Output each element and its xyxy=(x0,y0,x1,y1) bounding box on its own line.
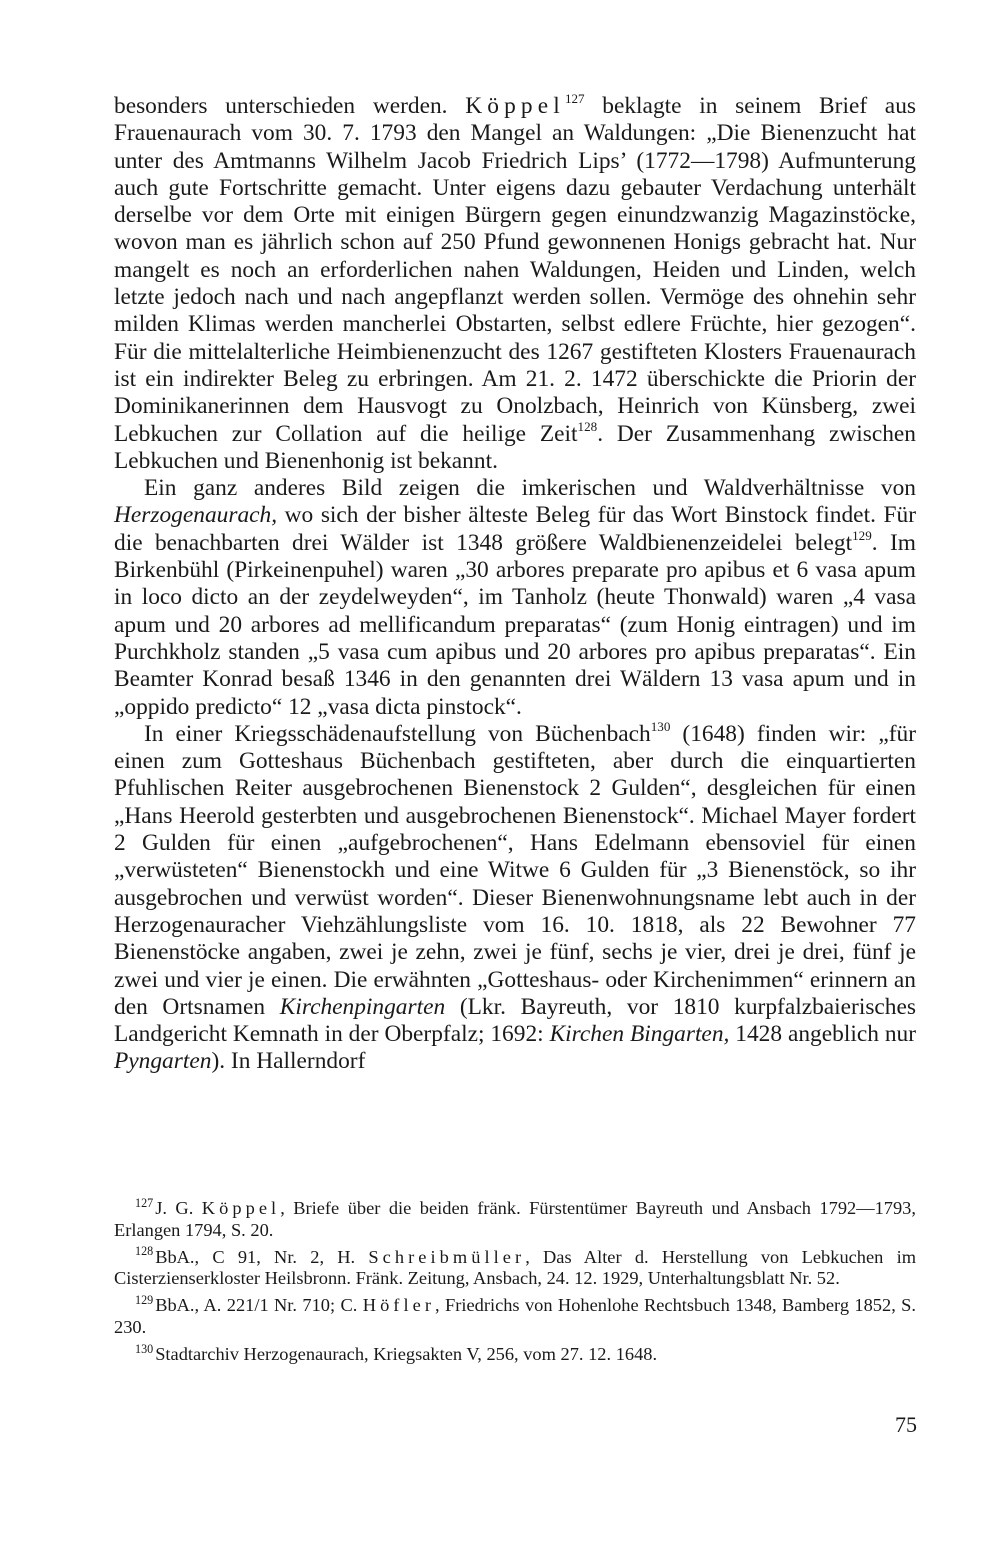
author-name: Köppel xyxy=(201,1198,281,1218)
footnote-127 xyxy=(114,1195,916,1242)
footnote-text: BbA., A. 221/1 Nr. 710; C. xyxy=(155,1295,363,1316)
footnote-ref: 128 xyxy=(577,418,598,434)
footnote-ref: 127 xyxy=(564,91,585,107)
text-run: . Im Birkenbühl (Pirkeinenpuhel) waren „30 arbores preparate pro apibus et 6 vasa apum in loco dicto an der zeydelweyden“, im Tanholz (heute Thonwald) waren „4 vasa apum und 20 arbores ad mellificandum preparatas“ (zum Honig eintragen) und im Purchkholz standen „5 vasa cum apibus und 20 arbores pro apibus preparatas“. Ein Beamter Konrad besaß 1346 in den genannten drei Wäldern 13 vasa apum und in „oppido predicto“ 12 „vasa dicta pinstock“. xyxy=(114,529,916,720)
author-name: Köppel xyxy=(465,93,565,119)
text-run: 1428 angeblich nur xyxy=(729,1021,916,1048)
text-run: In einer Kriegsschädenaufstellung von Büchenbach xyxy=(144,720,651,747)
text-run: wo sich der bisher älteste Beleg für das Wort Binstock findet. Für die benachbarten drei Wälder ist 1348 größere Waldbienenzeidelei belegt xyxy=(114,502,916,556)
footnote-number: 129 xyxy=(135,1292,154,1307)
footnote-128 xyxy=(114,1244,916,1291)
footnote-number: 127 xyxy=(135,1195,154,1210)
footnote-130 xyxy=(114,1341,916,1366)
footnote-text: , Friedrichs von Hohenlohe Rechtsbuch 1348, Bamberg 1852, S. 230. xyxy=(114,1295,916,1337)
footnote-ref: 129 xyxy=(852,527,872,543)
footnote-number: 128 xyxy=(135,1244,154,1259)
paragraph-3 xyxy=(114,721,916,1076)
paragraph-2 xyxy=(114,475,916,721)
main-text xyxy=(114,93,916,1076)
footnote-ref: 130 xyxy=(650,719,671,735)
footnote-129 xyxy=(114,1292,916,1339)
footnote-text: , Das Alter d. Herstellung von Lebkuchen im Cisterzienserkloster Heilsbronn. Fränk. Zeitung, Ansbach, 24. 12. 1929, Unterhaltungsblatt Nr. 52. xyxy=(114,1246,916,1289)
text-run: Ein ganz anderes Bild zeigen die imkerischen und Waldverhältnisse von xyxy=(144,475,916,502)
text-run: (1648) finden wir: „für einen zum Gotteshaus Büchenbach gestifteten, aber durch die einquartierten Pfuhlischen Reiter ausgebrochenen Bienenstock 2 Gulden“, desgleichen für einen „Hans Heerold gesterbten und ausgebrochenen Bienenstock“. Michael Mayer fordert 2 Gulden für einen „aufgebrochenen“, Hans Edelmann ebensoviel für einen „verwüsteten“ Bienenstockh und eine Witwe 6 Gulden für „3 Bienenstöck, so ihr ausgebrochen und verwüst worden“. Dieser Bienenwohnungsname lebt auch in der Herzogenauracher Viehzählungsliste vom 16. 10. 1818, als 22 Bewohner 77 Bienenstöcke angaben, zwei je zehn, zwei je fünf, sechs je vier, drei je drei, fünf je zwei und vier je einen. Die erwähnten „Gotteshaus- oder Kirchenimmen“ erinnern an den Ortsnamen xyxy=(114,720,916,1020)
text-run: ). In Hallerndorf xyxy=(211,1048,366,1075)
text-run: beklagte in seinem Brief aus Frauenaurach vom 30. 7. 1793 den Mangel an Waldungen: „Die Bienenzucht hat unter des Amtmanns Wilhelm Jacob Friedrich Lips’ (1772—1798) Aufmunterung auch gute Fortschritte gemacht. Unter eigens dazu gebauter Verdachung unterhält derselbe vor dem Orte mit einigen Bürgern gegen einundzwanzig Magazinstöcke, wovon man es jährlich schon auf 250 Pfund gewonnenen Honigs gebracht hat. Nur mangelt es noch an erforderlichen nahen Waldungen, Heiden und Linden, welch letzte jedoch nach und nach angepflanzt werden sollen. Vermöge des ohnehin sehr milden Klimas werden mancherlei Obstarten, selbst edlere Früchte, hier gezogen“. Für die mittelalterliche Heimbienenzucht des 1267 gestifteten Klosters Frauenaurach ist ein indirekter Beleg zu erbringen. Am 21. 2. 1472 überschickte die Priorin der Dominikanerinnen dem Hausvogt zu Onolzbach, Heinrich von Künsberg, zwei Lebkuchen zur Collation auf die heilige Zeit xyxy=(114,93,916,447)
paragraph-1 xyxy=(114,93,916,475)
place-name: Pyngarten xyxy=(114,1048,212,1075)
author-name: Schreibmüller xyxy=(368,1246,526,1267)
footnote-number: 130 xyxy=(135,1341,154,1356)
footnote-text: BbA., C 91, Nr. 2, H. xyxy=(155,1246,369,1267)
place-name: Kirchenpingarten xyxy=(279,993,446,1020)
place-name: Kirchen Bingarten, xyxy=(549,1021,730,1048)
footnote-text: Stadtarchiv Herzogenaurach, Kriegsakten V, 256, vom 27. 12. 1648. xyxy=(155,1343,658,1364)
footnote-text: J. G. xyxy=(155,1198,202,1218)
footnotes xyxy=(114,1195,916,1371)
text-run: besonders unterschieden werden. xyxy=(114,93,466,119)
page-number: 75 xyxy=(895,1412,917,1437)
text-run: (Lkr. Bayreuth, vor 1810 kurpfalzbaierisches Landgericht Kemnath in der Oberpfalz; 1692: xyxy=(114,993,916,1048)
text-run: . Der Zusammenhang zwischen Lebkuchen und Bienenhonig ist bekannt. xyxy=(114,420,916,474)
author-name: Höfler xyxy=(362,1295,436,1316)
place-name: Herzogenaurach, xyxy=(114,502,278,529)
footnote-text: , Briefe über die beiden fränk. Fürstentümer Bayreuth und Ansbach 1792—1793, Erlangen 1794, S. 20. xyxy=(114,1198,916,1240)
